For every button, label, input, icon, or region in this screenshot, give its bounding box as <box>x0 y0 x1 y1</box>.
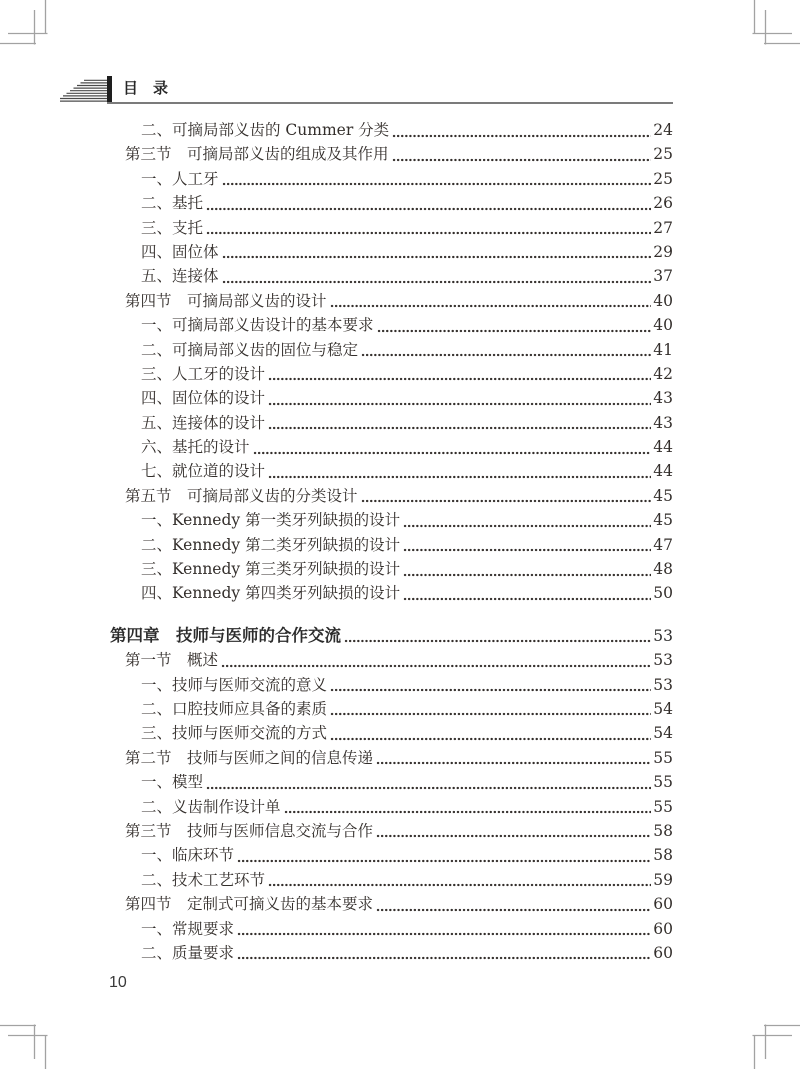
toc-entry <box>110 721 673 745</box>
toc-entry-title: 第三节 技师与医师信息交流与合作 <box>125 821 374 840</box>
toc-entry-title: 一、常规要求 <box>141 919 235 938</box>
toc-entry-page: 25 <box>653 169 673 188</box>
toc-entry-title: 第四节 可摘局部义齿的设计 <box>125 291 327 310</box>
toc-entry-title: 三、技师与医师交流的方式 <box>141 724 328 743</box>
toc-entry <box>110 941 673 965</box>
toc-entry-page: 43 <box>653 389 673 408</box>
toc-entry-page: 24 <box>653 121 673 139</box>
toc-entry <box>110 386 673 410</box>
toc-entry-page: 55 <box>653 797 673 816</box>
toc-entry <box>110 746 673 770</box>
toc-entry-title: 二、义齿制作设计单 <box>141 797 281 816</box>
toc-entry-title: 二、质量要求 <box>141 943 235 962</box>
toc-entry <box>110 289 673 313</box>
crop-mark-bottom-left <box>0 1019 60 1069</box>
page-title: 目 录 <box>123 80 169 97</box>
dot-leader <box>361 338 651 362</box>
dot-leader <box>377 313 652 337</box>
toc-entry-page: 44 <box>653 438 673 457</box>
toc-entry-title: 第五节 可摘局部义齿的分类设计 <box>125 486 358 505</box>
toc-entry-title: 五、连接体的设计 <box>141 413 266 432</box>
toc-entry <box>110 557 673 581</box>
toc-entry-page: 25 <box>653 145 673 164</box>
toc-entry-title: 一、人工牙 <box>141 169 219 188</box>
dot-leader <box>376 892 651 916</box>
toc-entry-page: 50 <box>653 584 673 603</box>
toc-entry-page: 45 <box>653 486 673 505</box>
toc-entry-title: 第四节 定制式可摘义齿的基本要求 <box>125 895 374 914</box>
dot-leader <box>403 533 651 557</box>
dot-leader <box>330 721 651 745</box>
dot-leader <box>222 240 652 264</box>
toc-entry-page: 26 <box>653 194 673 213</box>
dot-leader <box>222 167 652 191</box>
toc-entry <box>110 484 673 508</box>
toc-entry-title: 二、Kennedy 第二类牙列缺损的设计 <box>141 535 401 554</box>
toc-entry-title: 二、口腔技师应具备的素质 <box>141 699 328 718</box>
dot-leader <box>284 795 652 819</box>
dot-leader <box>376 819 651 843</box>
dot-leader <box>268 362 651 386</box>
toc-entry <box>110 581 673 605</box>
toc-entry-page: 60 <box>653 895 673 914</box>
dot-leader <box>237 917 651 941</box>
dot-leader <box>392 118 651 142</box>
crop-mark-bottom-right <box>740 1019 800 1069</box>
dot-leader <box>403 557 651 581</box>
dot-leader <box>221 648 651 672</box>
toc-entry <box>110 868 673 892</box>
header-rule <box>107 102 673 104</box>
toc-entry <box>110 533 673 557</box>
toc-entry-title: 四、Kennedy 第四类牙列缺损的设计 <box>141 584 401 603</box>
toc-entry <box>110 770 673 794</box>
toc-entry-page: 45 <box>653 511 673 530</box>
crop-mark-top-right <box>740 0 800 50</box>
toc-entry <box>110 142 673 166</box>
dot-leader <box>330 673 651 697</box>
toc-entry-page: 54 <box>653 724 673 743</box>
page-number: 10 <box>109 974 127 991</box>
toc-entry <box>110 435 673 459</box>
toc-entry <box>110 313 673 337</box>
toc-entry <box>110 362 673 386</box>
toc-entry <box>110 216 673 240</box>
toc-entry-page: 37 <box>653 267 673 286</box>
dot-leader <box>344 624 651 648</box>
toc-entry-title: 一、技师与医师交流的意义 <box>141 675 328 694</box>
dot-leader <box>253 435 652 459</box>
toc-entry-page: 40 <box>653 316 673 335</box>
dot-leader <box>222 264 652 288</box>
toc-entry-title: 三、Kennedy 第三类牙列缺损的设计 <box>141 560 401 579</box>
toc-entry <box>110 508 673 532</box>
toc-entry <box>110 167 673 191</box>
toc-entry <box>110 795 673 819</box>
dot-leader <box>206 770 651 794</box>
toc-entry <box>110 118 673 142</box>
dot-leader <box>268 411 651 435</box>
toc-entry-page: 60 <box>653 943 673 962</box>
dot-leader <box>268 459 651 483</box>
dot-leader <box>268 868 651 892</box>
toc-entry-title: 第一节 概述 <box>125 651 219 670</box>
toc-entry-page: 27 <box>653 218 673 237</box>
toc-entry-page: 47 <box>653 535 673 554</box>
dot-leader <box>403 508 651 532</box>
toc-entry-title: 二、技术工艺环节 <box>141 870 266 889</box>
toc-entry <box>110 264 673 288</box>
toc-entry <box>110 240 673 264</box>
toc-entry-page: 43 <box>653 413 673 432</box>
toc-list <box>110 118 673 965</box>
toc-entry <box>110 191 673 215</box>
toc-entry-page: 53 <box>653 651 673 670</box>
toc-entry <box>110 697 673 721</box>
toc-entry-page: 41 <box>653 340 673 359</box>
toc-entry <box>110 338 673 362</box>
toc-entry-title: 五、连接体 <box>141 267 219 286</box>
toc-entry-page: 58 <box>653 846 673 865</box>
dot-leader <box>237 843 651 867</box>
speed-lines-decoration <box>60 79 107 102</box>
toc-entry-title: 一、临床环节 <box>141 846 235 865</box>
toc-entry-title: 第二节 技师与医师之间的信息传递 <box>125 748 374 767</box>
toc-entry-title: 三、人工牙的设计 <box>141 364 266 383</box>
toc-entry-title: 一、模型 <box>141 773 204 792</box>
toc-entry-title: 六、基托的设计 <box>141 438 250 457</box>
toc-entry-page: 42 <box>653 364 673 383</box>
dot-leader <box>392 142 652 166</box>
dot-leader <box>376 746 651 770</box>
toc-entry <box>110 917 673 941</box>
toc-entry-page: 55 <box>653 773 673 792</box>
toc-entry <box>110 673 673 697</box>
toc-entry <box>110 411 673 435</box>
dot-leader <box>206 191 651 215</box>
toc-entry-page: 48 <box>653 560 673 579</box>
accent-bar <box>107 76 112 103</box>
toc-entry <box>110 459 673 483</box>
toc-entry-page: 59 <box>653 870 673 889</box>
dot-leader <box>237 941 651 965</box>
page-header <box>60 76 673 106</box>
toc-entry <box>110 819 673 843</box>
toc-entry-title: 一、可摘局部义齿设计的基本要求 <box>141 316 374 335</box>
toc-entry <box>110 624 673 648</box>
dot-leader <box>403 581 651 605</box>
toc-entry <box>110 843 673 867</box>
dot-leader <box>206 216 651 240</box>
toc-entry-page: 58 <box>653 821 673 840</box>
toc-entry-title: 二、可摘局部义齿的固位与稳定 <box>141 340 359 359</box>
dot-leader <box>330 289 652 313</box>
toc-entry-title: 四、固位体的设计 <box>141 389 266 408</box>
crop-mark-top-left <box>0 0 60 50</box>
dot-leader <box>361 484 652 508</box>
toc-entry-title: 四、固位体 <box>141 242 219 261</box>
toc-entry-title: 第四章 技师与医师的合作交流 <box>110 626 341 645</box>
toc-entry-page: 44 <box>653 462 673 481</box>
toc-entry-page: 53 <box>653 675 673 694</box>
toc-entry-page: 53 <box>653 626 673 645</box>
dot-leader <box>268 386 651 410</box>
toc-entry-page: 40 <box>653 291 673 310</box>
toc-entry-page: 55 <box>653 748 673 767</box>
toc-entry <box>110 648 673 672</box>
toc-entry-title: 七、就位道的设计 <box>141 462 266 481</box>
toc-entry-page: 54 <box>653 699 673 718</box>
toc-entry-title: 二、基托 <box>141 194 204 213</box>
toc-entry-title: 第三节 可摘局部义齿的组成及其作用 <box>125 145 389 164</box>
toc-entry-title: 三、支托 <box>141 218 204 237</box>
dot-leader <box>330 697 651 721</box>
toc-entry-title: 二、可摘局部义齿的 Cummer 分类 <box>141 121 390 139</box>
toc-entry-page: 60 <box>653 919 673 938</box>
toc-entry-page: 29 <box>653 242 673 261</box>
toc-entry-title: 一、Kennedy 第一类牙列缺损的设计 <box>141 511 401 530</box>
toc-entry <box>110 892 673 916</box>
